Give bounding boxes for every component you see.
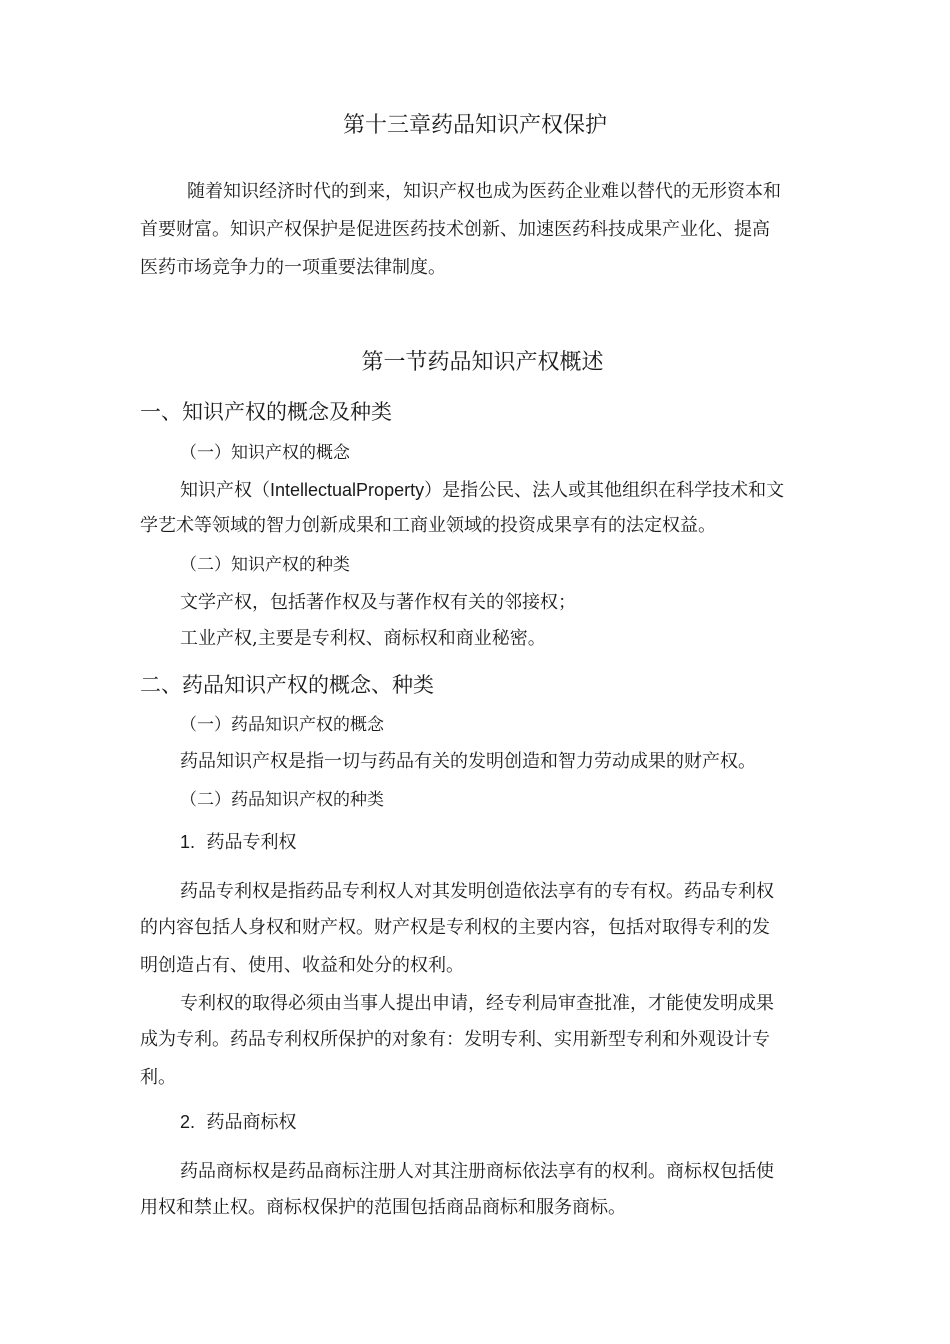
patent-p1-line-2: 的内容包括人身权和财产权。财产权是专利权的主要内容，包括对取得专利的发 [140, 917, 770, 938]
def-suffix: ）是指公民、法人或其他组织在科学技术和文 [424, 480, 785, 501]
trademark-line-1: 药品商标权是药品商标注册人对其注册商标依法享有的权利。商标权包括使 [180, 1161, 774, 1182]
ip-type-literary: 文学产权，包括著作权及与著作权有关的邻接权； [180, 592, 576, 613]
item-label: 药品专利权 [206, 832, 297, 853]
item-drug-patent [180, 830, 296, 855]
part1-heading: 一、知识产权的概念及种类 [140, 400, 392, 424]
ip-type-industrial: 工业产权,主要是专利权、商标权和商业秘密。 [180, 628, 546, 649]
ip-definition-line-1 [180, 478, 784, 503]
section-title: 第一节药品知识产权概述 [361, 350, 604, 375]
chapter-title: 第十三章药品知识产权保护 [342, 113, 607, 138]
patent-p2-line-3: 利。 [140, 1067, 176, 1088]
item-number: 2. [180, 1112, 196, 1132]
patent-p2-line-2: 成为专利。药品专利权所保护的对象有：发明专利、实用新型专利和外观设计专 [140, 1029, 770, 1050]
def-prefix: 知识产权（ [180, 480, 270, 501]
trademark-line-2: 用权和禁止权。商标权保护的范围包括商品商标和服务商标。 [140, 1197, 626, 1218]
patent-p2-line-1: 专利权的取得必须由当事人提出申请，经专利局审查批准，才能使发明成果 [180, 993, 774, 1014]
patent-p1-line-1: 药品专利权是指药品专利权人对其发明创造依法享有的专有权。药品专利权 [180, 881, 774, 902]
part1-sub1: （一）知识产权的概念 [180, 443, 350, 463]
def-term: IntellectualProperty [270, 480, 425, 500]
part2-sub2: （二）药品知识产权的种类 [180, 790, 384, 810]
patent-p1-line-3: 明创造占有、使用、收益和处分的权利。 [140, 955, 464, 976]
part2-sub1: （一）药品知识产权的概念 [180, 715, 384, 735]
intro-line-1: 随着知识经济时代的到来，知识产权也成为医药企业难以替代的无形资本和 [187, 181, 781, 202]
part2-heading: 二、药品知识产权的概念、种类 [140, 673, 434, 697]
intro-line-2: 首要财富。知识产权保护是促进医药技术创新、加速医药科技成果产业化、提高 [140, 219, 770, 240]
drug-ip-definition: 药品知识产权是指一切与药品有关的发明创造和智力劳动成果的财产权。 [180, 751, 756, 772]
ip-definition-line-2: 学艺术等领域的智力创新成果和工商业领域的投资成果享有的法定权益。 [140, 515, 716, 536]
item-drug-trademark [180, 1110, 296, 1135]
intro-line-3: 医药市场竞争力的一项重要法律制度。 [140, 257, 446, 278]
part1-sub2: （二）知识产权的种类 [180, 555, 350, 575]
item-label: 药品商标权 [206, 1112, 297, 1133]
item-number: 1. [180, 832, 196, 852]
